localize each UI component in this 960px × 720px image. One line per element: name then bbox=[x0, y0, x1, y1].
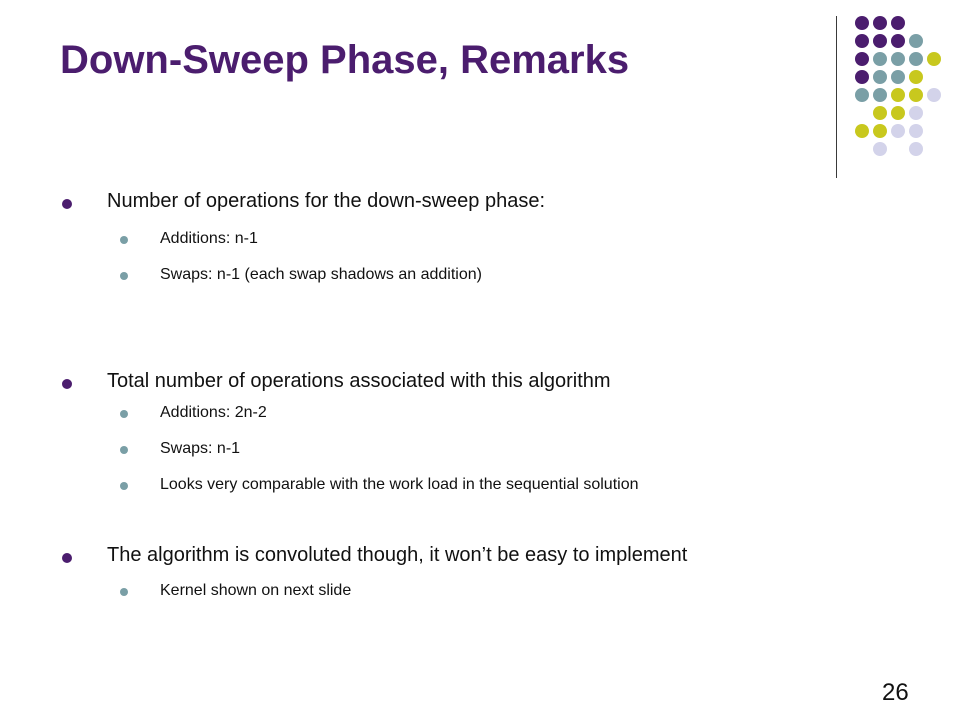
dot-yellow bbox=[855, 124, 869, 138]
decorative-divider bbox=[836, 16, 837, 178]
dot-yellow bbox=[909, 70, 923, 84]
dot-purple bbox=[873, 34, 887, 48]
dot-purple bbox=[891, 34, 905, 48]
dot-purple bbox=[855, 52, 869, 66]
bullet-convoluted-algorithm: The algorithm is convoluted though, it won’t be easy to implement bbox=[107, 544, 688, 566]
bullet-operations-downsweep: Number of operations for the down-sweep phase: bbox=[107, 190, 546, 212]
dot-teal bbox=[891, 52, 905, 66]
bullet-total-operations: Total number of operations associated with this algorithm bbox=[107, 370, 611, 392]
page-number: 26 bbox=[882, 679, 909, 706]
sub-bullet-additions: Additions: n-1 bbox=[160, 230, 258, 247]
dot-lavender bbox=[909, 142, 923, 156]
dot-teal bbox=[855, 88, 869, 102]
dot-purple bbox=[855, 34, 869, 48]
dot-lavender bbox=[909, 106, 923, 120]
sub-bullet-total-swaps: Swaps: n-1 bbox=[160, 440, 241, 457]
dot-teal bbox=[909, 34, 923, 48]
dot-purple bbox=[855, 16, 869, 30]
dot-yellow bbox=[891, 88, 905, 102]
dot-teal bbox=[873, 88, 887, 102]
sub-bullet-swaps: Swaps: n-1 (each swap shadows an addition) bbox=[160, 266, 482, 283]
dot-teal bbox=[873, 70, 887, 84]
sub-bullet-total-additions: Additions: 2n-2 bbox=[160, 404, 267, 421]
dot-teal bbox=[891, 70, 905, 84]
sub-bullet-kernel-next-slide: Kernel shown on next slide bbox=[160, 582, 352, 599]
dot-yellow bbox=[909, 88, 923, 102]
dot-teal bbox=[909, 52, 923, 66]
dot-lavender bbox=[927, 88, 941, 102]
dot-yellow bbox=[891, 106, 905, 120]
dot-purple bbox=[891, 16, 905, 30]
dot-teal bbox=[873, 52, 887, 66]
dot-lavender bbox=[873, 142, 887, 156]
dot-lavender bbox=[909, 124, 923, 138]
sub-bullet-workload-comparison: Looks very comparable with the work load in the sequential solution bbox=[160, 476, 639, 493]
dot-yellow bbox=[927, 52, 941, 66]
dot-purple bbox=[855, 70, 869, 84]
dot-lavender bbox=[891, 124, 905, 138]
dot-yellow bbox=[873, 124, 887, 138]
dot-purple bbox=[873, 16, 887, 30]
dot-yellow bbox=[873, 106, 887, 120]
slide-title: Down-Sweep Phase, Remarks bbox=[60, 38, 630, 82]
